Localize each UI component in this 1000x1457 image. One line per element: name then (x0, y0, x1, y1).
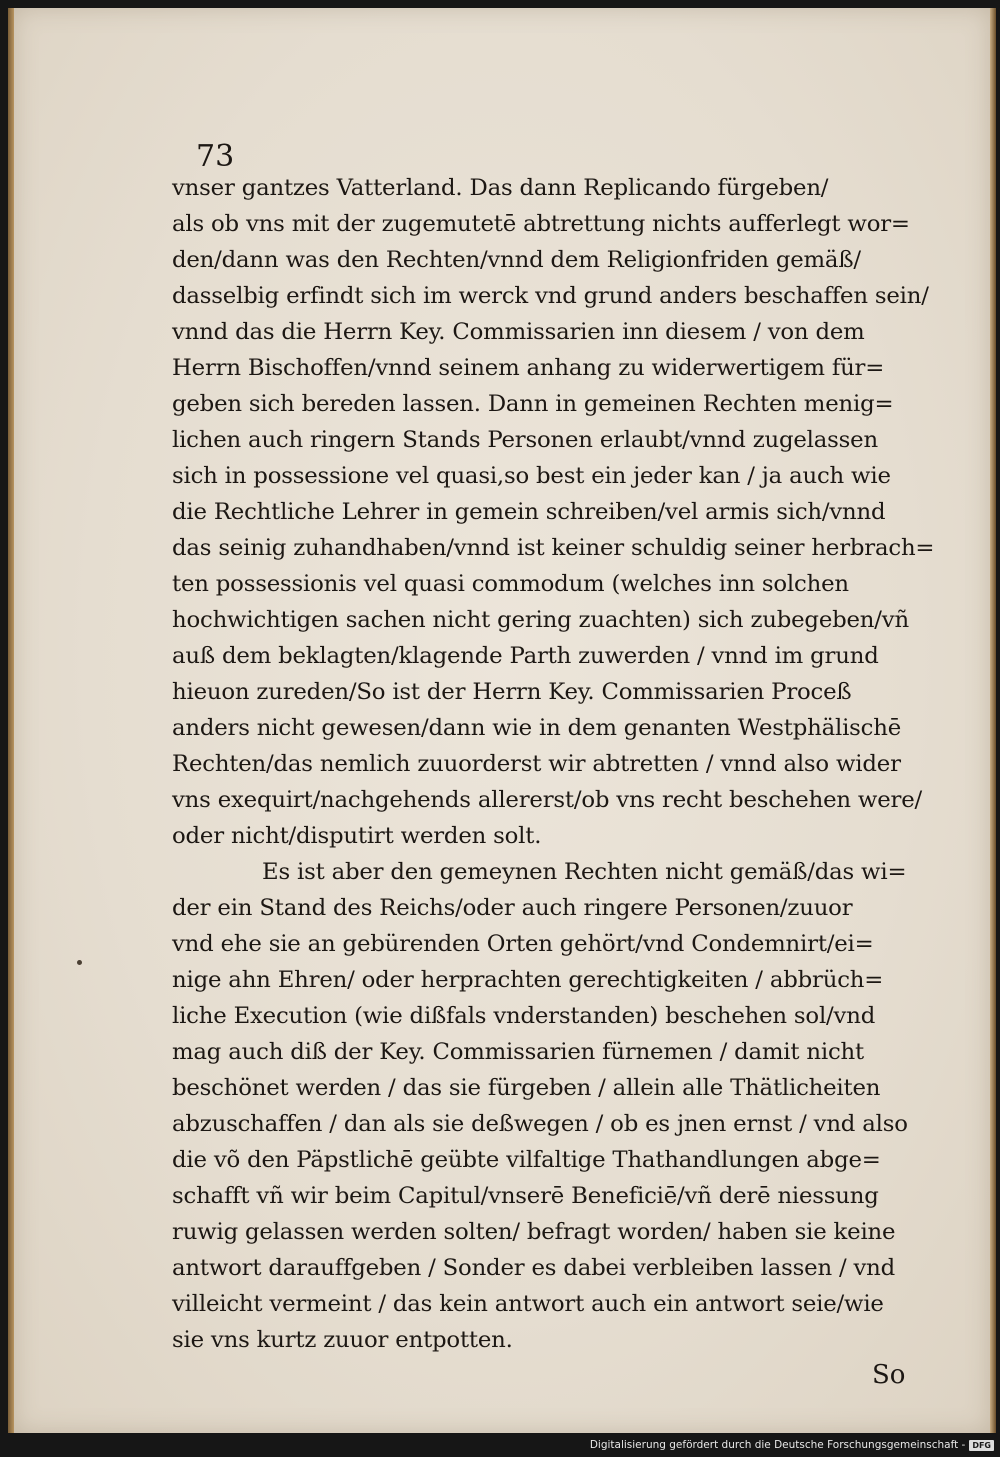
catchword: So (872, 1360, 906, 1390)
text-line: mag auch diß der Key. Commissarien fürnemen / damit nicht (172, 1039, 864, 1065)
text-line: sie vns kurtz zuuor entpotten. (172, 1327, 513, 1353)
text-line: Es ist aber den gemeynen Rechten nicht gemäß/das wi= (262, 859, 907, 885)
dfg-logo: DFG (969, 1440, 994, 1451)
text-line: nige ahn Ehren/ oder herprachten gerechtigkeiten / abbrüch= (172, 967, 884, 993)
text-line: sich in possessione vel quasi,so best ein jeder kan / ja auch wie (172, 463, 891, 489)
text-line: als ob vns mit der zugemutetē abtrettung nichts aufferlegt wor= (172, 211, 910, 237)
margin-dot (77, 960, 82, 965)
text-line: oder nicht/disputirt werden solt. (172, 823, 542, 849)
text-line: vnser gantzes Vatterland. Das dann Replicando fürgeben/ (172, 175, 829, 201)
footer-credit: Digitalisierung gefördert durch die Deutsche Forschungsgemeinschaft - (589, 1439, 966, 1451)
text-line: geben sich bereden lassen. Dann in gemeinen Rechten menig= (172, 391, 894, 417)
text-line: hieuon zureden/So ist der Herrn Key. Commissarien Proceß (172, 679, 852, 705)
text-line: die Rechtliche Lehrer in gemein schreiben/vel armis sich/vnnd (172, 499, 886, 525)
text-line: villeicht vermeint / das kein antwort auch ein antwort seie/wie (172, 1291, 884, 1317)
text-line: liche Execution (wie dißfals vnderstanden) beschehen sol/vnd (172, 1003, 876, 1029)
text-body (172, 170, 962, 1358)
text-line: antwort darauffgeben / Sonder es dabei verbleiben lassen / vnd (172, 1255, 896, 1281)
text-line: hochwichtigen sachen nicht gering zuachten) sich zubegeben/vñ (172, 607, 909, 633)
text-line: anders nicht gewesen/dann wie in dem genanten Westphälischē (172, 715, 902, 741)
text-line: abzuschaffen / dan als sie deßwegen / ob es jnen ernst / vnd also (172, 1111, 908, 1137)
text-line: dasselbig erfindt sich im werck vnd grund anders beschaffen sein/ (172, 283, 929, 309)
text-line: vns exequirt/nachgehends allererst/ob vns recht beschehen were/ (172, 787, 922, 813)
text-line: den/dann was den Rechten/vnnd dem Religionfriden gemäß/ (172, 247, 861, 273)
text-line: ten possessionis vel quasi commodum (welches inn solchen (172, 571, 849, 597)
text-line: lichen auch ringern Stands Personen erlaubt/vnnd zugelassen (172, 427, 878, 453)
text-line: Herrn Bischoffen/vnnd seinem anhang zu widerwertigem für= (172, 355, 885, 381)
text-line: der ein Stand des Reichs/oder auch ringere Personen/zuuor (172, 895, 853, 921)
text-line: die võ den Päpstlichē geübte vilfaltige Thathandlungen abge= (172, 1147, 881, 1173)
text-line: schafft vñ wir beim Capitul/vnserē Beneficiē/vñ derē niessung (172, 1183, 879, 1209)
footer (590, 1436, 994, 1454)
page-edge-right (990, 8, 996, 1433)
text-line: vnd ehe sie an gebürenden Orten gehört/vnd Condemnirt/ei= (172, 931, 874, 957)
text-line: ruwig gelassen werden solten/ befragt worden/ haben sie keine (172, 1219, 896, 1245)
text-line: beschönet werden / das sie fürgeben / allein alle Thätlicheiten (172, 1075, 881, 1101)
text-line: vnnd das die Herrn Key. Commissarien inn diesem / von dem (172, 319, 865, 345)
text-line: Rechten/das nemlich zuuorderst wir abtretten / vnnd also wider (172, 751, 901, 777)
text-line: das seinig zuhandhaben/vnnd ist keiner schuldig seiner herbrach= (172, 535, 935, 561)
page-number: 73 (196, 139, 235, 174)
text-line: auß dem beklagten/klagende Parth zuwerden / vnnd im grund (172, 643, 879, 669)
